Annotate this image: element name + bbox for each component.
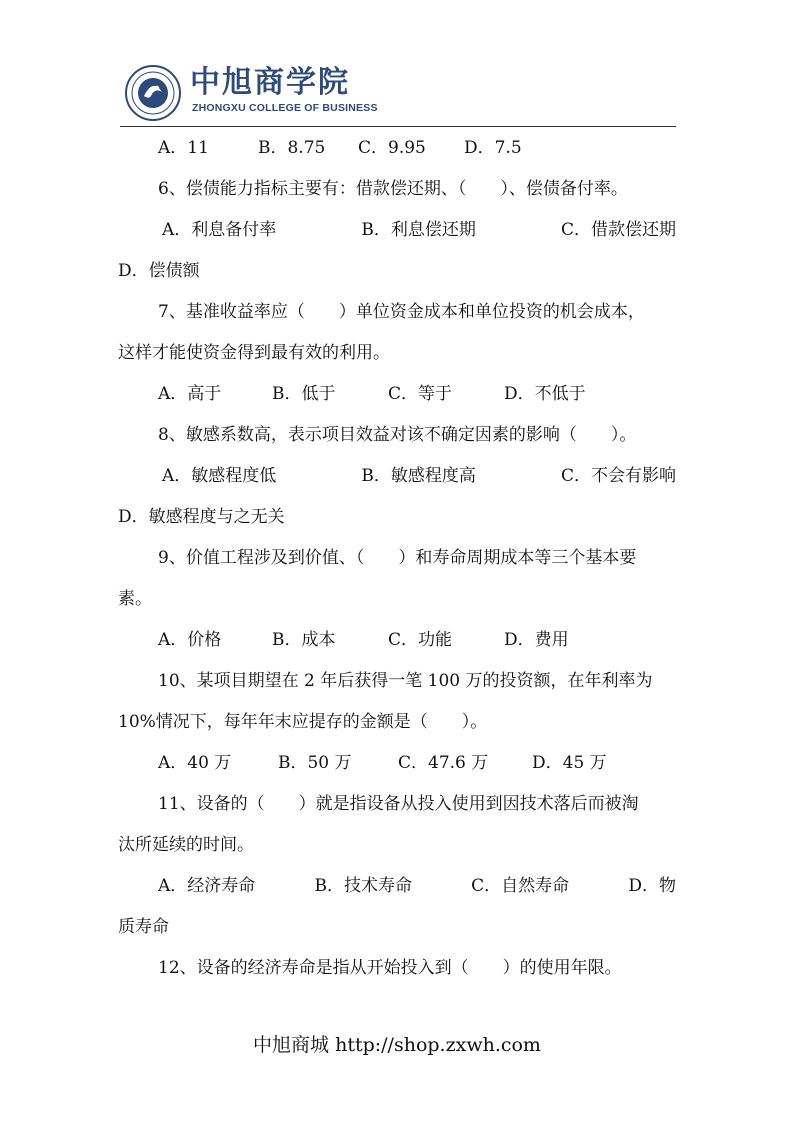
option-b: B．8.75 bbox=[258, 138, 326, 158]
question-7-line-1: 7、基准收益率应（ ）单位资金成本和单位投资的机会成本， bbox=[158, 302, 645, 322]
question-11-option-d-cont: 质寿命 bbox=[118, 917, 169, 937]
question-9-line-2: 素。 bbox=[118, 589, 152, 609]
option-d: D．物 bbox=[628, 876, 676, 896]
option-a: A．经济寿命 bbox=[158, 876, 256, 896]
option-d: D．45 万 bbox=[532, 753, 607, 773]
question-6-option-d: D．偿债额 bbox=[118, 261, 200, 281]
page-header bbox=[120, 60, 676, 126]
logo-chinese-name: 中旭商学院 bbox=[190, 65, 350, 100]
question-10-line-2: 10%情况下，每年年末应提存的金额是（ ）。 bbox=[118, 712, 488, 732]
logo-english-name: ZHONGXU COLLEGE OF BUSINESS bbox=[192, 102, 378, 114]
question-10-options bbox=[118, 749, 676, 790]
option-c: C．功能 bbox=[388, 630, 453, 650]
option-a: A．价格 bbox=[158, 630, 222, 650]
option-c: C．47.6 万 bbox=[398, 753, 489, 773]
option-b: B．利息偿还期 bbox=[361, 220, 476, 240]
option-a: A．11 bbox=[158, 138, 209, 158]
option-a: A．敏感程度低 bbox=[162, 466, 277, 486]
option-b: B．技术寿命 bbox=[314, 876, 412, 896]
question-11-line-2: 汰所延续的时间。 bbox=[118, 835, 254, 855]
prev-question-options bbox=[118, 134, 676, 175]
option-c: C．等于 bbox=[388, 384, 453, 404]
document-body bbox=[118, 134, 676, 995]
option-c: C．自然寿命 bbox=[471, 876, 570, 896]
option-d: D．7.5 bbox=[464, 138, 522, 158]
option-b: B．敏感程度高 bbox=[361, 466, 476, 486]
question-10-line-1: 10、某项目期望在 2 年后获得一笔 100 万的投资额，在年利率为 bbox=[158, 671, 653, 691]
option-c: C．9.95 bbox=[358, 138, 426, 158]
question-6-options bbox=[118, 216, 676, 257]
question-8: 8、敏感系数高，表示项目效益对该不确定因素的影响（ ）。 bbox=[158, 425, 637, 445]
college-seal-logo bbox=[124, 64, 182, 122]
question-11-line-1: 11、设备的（ ）就是指设备从投入使用到因技术落后而被淘 bbox=[158, 794, 639, 814]
option-b: B．成本 bbox=[272, 630, 336, 650]
question-8-option-d: D．敏感程度与之无关 bbox=[118, 507, 285, 527]
question-7-options bbox=[118, 380, 676, 421]
footer-shop-link: 中旭商城 http://shop.zxwh.com bbox=[253, 1034, 541, 1056]
option-d: D．不低于 bbox=[504, 384, 586, 404]
option-b: B．低于 bbox=[272, 384, 336, 404]
option-a: A．高于 bbox=[158, 384, 222, 404]
question-11-options bbox=[118, 872, 676, 913]
question-9-line-1: 9、价值工程涉及到价值、（ ）和寿命周期成本等三个基本要 bbox=[158, 548, 637, 568]
question-12: 12、设备的经济寿命是指从开始投入到（ ）的使用年限。 bbox=[158, 958, 622, 978]
option-d: D．费用 bbox=[504, 630, 569, 650]
option-c: C．借款偿还期 bbox=[560, 220, 676, 240]
option-a: A．40 万 bbox=[158, 753, 232, 773]
question-8-options bbox=[118, 462, 676, 503]
option-a: A．利息备付率 bbox=[162, 220, 277, 240]
question-6: 6、偿债能力指标主要有：借款偿还期、（ ）、偿债备付率。 bbox=[158, 179, 628, 199]
question-9-options bbox=[118, 626, 676, 667]
question-7-line-2: 这样才能使资金得到最有效的利用。 bbox=[118, 343, 390, 363]
option-c: C．不会有影响 bbox=[560, 466, 676, 486]
header-divider bbox=[120, 126, 676, 127]
option-b: B．50 万 bbox=[278, 753, 352, 773]
